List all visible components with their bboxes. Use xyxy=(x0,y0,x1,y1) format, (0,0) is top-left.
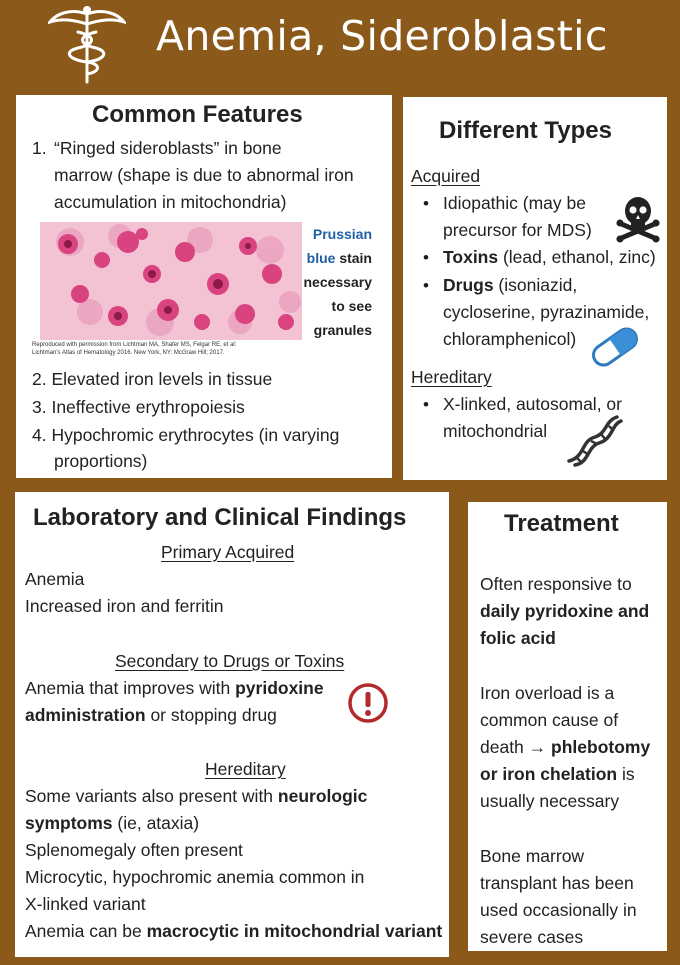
skull-crossbones-icon xyxy=(613,193,663,243)
secondary-line2-text: or stopping drug xyxy=(145,705,277,725)
treat-c2: transplant has been xyxy=(480,873,634,893)
image-caption xyxy=(32,341,332,357)
caduceus-icon xyxy=(48,2,126,84)
necessary-label: necessary xyxy=(303,274,372,290)
prussian-blue-label: Prussian blue xyxy=(306,226,372,266)
lab-findings-panel xyxy=(15,492,449,957)
secondary-line2-bold: administration xyxy=(25,705,146,725)
dna-icon xyxy=(565,413,623,469)
treat-a3 xyxy=(480,625,556,652)
treat-b1: Iron overload is a xyxy=(480,683,615,703)
treatment-panel xyxy=(468,502,667,951)
treat-a1: Often responsive to xyxy=(480,574,632,594)
hereditary-line3: Splenomegaly often present xyxy=(25,840,243,860)
prussian-note xyxy=(300,222,372,342)
treat-b3-bold: phlebotomy xyxy=(551,737,651,757)
hereditary-line1-bold: neurologic xyxy=(277,786,368,806)
hereditary-line2 xyxy=(25,810,199,837)
different-types-panel xyxy=(403,97,667,480)
primary-line1: Anemia xyxy=(25,569,85,589)
item2: 2. Elevated iron levels in tissue xyxy=(32,369,273,389)
idiopathic-line2: precursor for MDS) xyxy=(443,220,592,240)
capsule-icon xyxy=(587,325,643,369)
treat-b4-text: is xyxy=(617,764,635,784)
common-features-heading: Common Features xyxy=(92,101,303,128)
treat-a2-bold: daily pyridoxine and xyxy=(480,601,650,621)
hereditary-line5: X-linked variant xyxy=(25,894,146,914)
primary-line2: Increased iron and ferritin xyxy=(25,596,224,616)
secondary-line1 xyxy=(25,675,324,702)
drugs-bold: Drugs xyxy=(443,275,494,295)
primary-acquired-subheading: Primary Acquired xyxy=(161,542,295,562)
hereditary-line2-bold: symptoms xyxy=(25,813,113,833)
bullet-dot: • xyxy=(423,194,429,213)
micrograph-image xyxy=(40,222,302,340)
secondary-line1-text: Anemia that improves with xyxy=(25,678,236,698)
treat-b5: usually necessary xyxy=(480,791,620,811)
alert-icon xyxy=(347,682,389,724)
item4-line1: 4. Hypochromic erythrocytes (in varying xyxy=(32,425,340,445)
common-features-panel xyxy=(16,95,392,478)
hereditary-subheading: Hereditary xyxy=(205,759,286,779)
caption-line1: Reproduced with permission from Lichtman MA, Shafer MS, Felgar RE, et al: xyxy=(32,342,237,348)
bullet-dot: • xyxy=(423,276,429,295)
hereditary-line6-text: Anemia can be xyxy=(25,921,147,941)
bullet-dot: • xyxy=(423,395,429,414)
header xyxy=(0,0,680,86)
drugs-line2: cycloserine, pyrazinamide, xyxy=(443,302,650,322)
secondary-subheading: Secondary to Drugs or Toxins xyxy=(115,651,345,671)
caption-line2: Lichtman's Atlas of Hematology 2016. New York, NY: McGraw Hill; 2017. xyxy=(32,350,225,356)
hereditary-line1 xyxy=(25,783,367,810)
hereditary-line6 xyxy=(25,918,442,945)
treat-c3: used occasionally in xyxy=(480,900,637,920)
drugs-rest: (isoniazid, xyxy=(493,275,578,295)
hereditary-line2: mitochondrial xyxy=(443,421,548,441)
treat-b3-text: death → xyxy=(480,737,552,757)
page-title: Anemia, Sideroblastic xyxy=(156,12,608,60)
item4-line2: proportions) xyxy=(54,451,148,471)
treat-b4-bold: or iron chelation xyxy=(480,764,618,784)
treat-b4 xyxy=(480,761,635,788)
to-see-label: to see xyxy=(331,298,372,314)
hereditary-subheading: Hereditary xyxy=(411,367,492,387)
hereditary-line1-text: Some variants also present with xyxy=(25,786,278,806)
item1-line2: marrow (shape is due to abnormal iron xyxy=(54,165,354,185)
acquired-subheading: Acquired xyxy=(411,166,481,186)
drugs-line3: chloramphenicol) xyxy=(443,329,577,349)
toxins-rest: (lead, ethanol, zinc) xyxy=(498,247,656,267)
different-types-heading: Different Types xyxy=(439,117,612,144)
treat-a2 xyxy=(480,598,649,625)
hereditary-line4: Microcytic, hypochromic anemia common in xyxy=(25,867,365,887)
lab-findings-heading: Laboratory and Clinical Findings xyxy=(33,504,407,531)
secondary-line2 xyxy=(25,702,277,729)
idiopathic-line1: Idiopathic (may be xyxy=(443,193,586,213)
toxins-bold: Toxins xyxy=(443,247,499,267)
treat-a3-bold: folic acid xyxy=(480,628,556,648)
toxins-line xyxy=(443,244,656,271)
treat-c4: severe cases xyxy=(480,927,584,947)
treat-c1: Bone marrow xyxy=(480,846,585,866)
hereditary-line1: X-linked, autosomal, or xyxy=(443,394,622,414)
item1-line3: accumulation in mitochondria) xyxy=(54,192,287,212)
item3: 3. Ineffective erythropoiesis xyxy=(32,397,245,417)
treat-b2: common cause of xyxy=(480,710,619,730)
item1-number: 1. xyxy=(32,138,47,158)
stain-label: stain xyxy=(339,250,372,266)
treatment-heading: Treatment xyxy=(504,510,619,537)
item1-line1: “Ringed sideroblasts” in bone xyxy=(54,138,282,158)
treat-b3 xyxy=(480,734,650,761)
hereditary-line6-bold: macrocytic in mitochondrial variant xyxy=(146,921,443,941)
drugs-line1 xyxy=(443,272,577,299)
bullet-dot: • xyxy=(423,248,429,267)
secondary-line1-bold: pyridoxine xyxy=(235,678,324,698)
hereditary-line2-text: (ie, ataxia) xyxy=(112,813,200,833)
granules-label: granules xyxy=(313,322,372,338)
